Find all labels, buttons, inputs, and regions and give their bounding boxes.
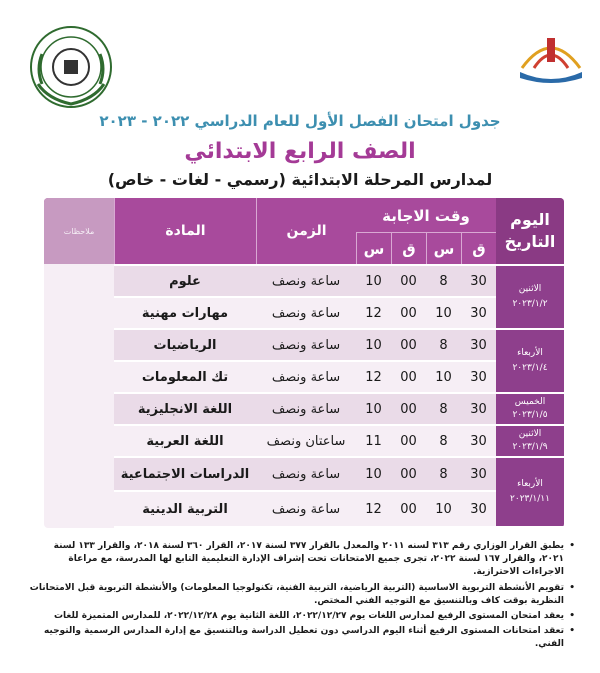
sub-header-s: س xyxy=(356,232,391,264)
answer-to-minute: 30 xyxy=(461,330,496,360)
day-date: ٢٠٢٣/١/٩ xyxy=(512,442,548,452)
day-name: الاثنين xyxy=(518,429,542,439)
day-date-header xyxy=(496,198,564,264)
answer-to-hour: 8 xyxy=(426,426,461,456)
day-name: الاثنين xyxy=(518,284,542,294)
duration-cell: ساعة ونصف xyxy=(256,394,356,424)
sub-header-s: س xyxy=(426,232,461,264)
exam-schedule-title: جدول امتحان الفصل الأول للعام الدراسي ٢٠٢٢ - ٢٠٢٣ xyxy=(99,112,501,130)
answer-from-minute: 00 xyxy=(391,266,426,296)
answer-from-minute: 00 xyxy=(391,362,426,392)
subject-cell: علوم xyxy=(114,266,256,296)
subject-cell: مهارات مهنية xyxy=(114,298,256,328)
day-cell xyxy=(496,458,564,526)
duration-cell: ساعة ونصف xyxy=(256,298,356,328)
answer-to-hour: 8 xyxy=(426,330,461,360)
duration-cell: ساعة ونصف xyxy=(256,266,356,296)
day-date: ٢٠٢٣/١/٤ xyxy=(512,363,548,373)
duration-header: الزمن xyxy=(256,198,356,264)
day-cell xyxy=(496,330,564,392)
answer-to-minute: 30 xyxy=(461,298,496,328)
day-date: ٢٠٢٣/١/٥ xyxy=(512,410,548,420)
notes-list xyxy=(28,540,576,652)
subject-cell: الرياضيات xyxy=(114,330,256,360)
answer-to-minute: 30 xyxy=(461,266,496,296)
answer-to-minute: 30 xyxy=(461,426,496,456)
notes-section xyxy=(28,540,576,654)
sub-header-q: ق xyxy=(461,232,496,264)
duration-cell: ساعتان ونصف xyxy=(256,426,356,456)
subject-cell: اللغة العربية xyxy=(114,426,256,456)
subject-cell: الدراسات الاجتماعية xyxy=(114,458,256,490)
answer-to-hour: 10 xyxy=(426,362,461,392)
duration-cell: ساعة ونصف xyxy=(256,362,356,392)
day-name: الأربعاء xyxy=(517,348,543,358)
note-item: • تقويم الأنشطة التربوية الاساسية (التربية الرياضية، التربية الفنية، تكنولوجيا المعلومات) والأنشطة التربوية قبل الامتحانات النظرية بوقت كاف وبالتنسيق مع التوجيه الفني المختص. xyxy=(28,582,564,608)
answer-from-hour: 12 xyxy=(356,492,391,526)
answer-from-minute: 00 xyxy=(391,426,426,456)
note-item: • يعقد امتحان المستوى الرفيع لمدارس اللغات يوم ٢٠٢٢/١٢/٢٧، اللغة الثانية يوم ٢٠٢٢/١٢/٢٨، للمدارس المتميزة للغات xyxy=(28,610,564,623)
answer-from-minute: 00 xyxy=(391,458,426,490)
answer-from-hour: 10 xyxy=(356,394,391,424)
day-date: ٢٠٢٣/١/٢ xyxy=(512,299,548,309)
subject-cell: تك المعلومات xyxy=(114,362,256,392)
answer-to-hour: 8 xyxy=(426,266,461,296)
subject-header: المادة xyxy=(114,198,256,264)
answer-to-minute: 30 xyxy=(461,458,496,490)
duration-cell: ساعة ونصف xyxy=(256,330,356,360)
answer-from-hour: 12 xyxy=(356,362,391,392)
answer-from-minute: 00 xyxy=(391,330,426,360)
ministry-seal-logo xyxy=(28,24,114,110)
answer-to-minute: 30 xyxy=(461,492,496,526)
answer-from-hour: 10 xyxy=(356,330,391,360)
notes-header: ملاحظات xyxy=(44,198,114,264)
answer-to-hour: 8 xyxy=(426,458,461,490)
answer-from-hour: 10 xyxy=(356,266,391,296)
directorate-logo xyxy=(514,24,588,88)
day-date: ٢٠٢٣/١/١١ xyxy=(510,494,550,504)
answer-from-minute: 00 xyxy=(391,492,426,526)
answer-from-minute: 00 xyxy=(391,394,426,424)
answer-to-minute: 30 xyxy=(461,362,496,392)
answer-from-hour: 10 xyxy=(356,458,391,490)
grade-title: الصف الرابع الابتدائي xyxy=(184,139,416,164)
day-header-label: اليوم xyxy=(510,210,550,229)
day-cell xyxy=(496,394,564,424)
exam-schedule-table xyxy=(44,198,564,528)
day-cell xyxy=(496,426,564,456)
schools-subtitle: لمدارس المرحلة الابتدائية (رسمي - لغات - خاص) xyxy=(107,170,493,189)
day-cell xyxy=(496,266,564,328)
answer-time-header: وقت الاجابة xyxy=(356,202,496,230)
day-name: الأربعاء xyxy=(517,479,543,489)
date-header-label: التاريخ xyxy=(504,232,556,251)
answer-to-hour: 8 xyxy=(426,394,461,424)
note-item: • تعقد امتحانات المستوى الرفيع أثناء اليوم الدراسي دون تعطيل الدراسة وبالتنسيق مع إدارة المدارس الرسمية والتوجيه الفني. xyxy=(28,625,564,651)
notes-column xyxy=(44,264,114,528)
answer-to-minute: 30 xyxy=(461,394,496,424)
duration-cell: ساعة ونصف xyxy=(256,458,356,490)
subject-cell: التربية الدينية xyxy=(114,492,256,526)
answer-from-minute: 00 xyxy=(391,298,426,328)
note-item: • يطبق القرار الوزاري رقم ٣١٣ لسنه ٢٠١١ والمعدل بالقرار ٣٧٧ لسنة ٢٠١٧، القرار ٣٦٠ لسنة ٢٠١٨، والقرار ١٣٣ لسنة ٢٠٢١، والقرار ١٦٧ لسنة ٢٠٢٢، تجرى جميع الامتحانات تحت إشراف الإدارة التعليمية التابع لها المدرسة، مع مراعاة الاجراءات الاحترازية. xyxy=(28,540,564,580)
day-name: الخميس xyxy=(514,397,546,407)
subject-cell: اللغة الانجليزية xyxy=(114,394,256,424)
answer-to-hour: 10 xyxy=(426,492,461,526)
duration-cell: ساعة ونصف xyxy=(256,492,356,526)
answer-to-hour: 10 xyxy=(426,298,461,328)
sub-header-q: ق xyxy=(391,232,426,264)
answer-from-hour: 11 xyxy=(356,426,391,456)
answer-from-hour: 12 xyxy=(356,298,391,328)
